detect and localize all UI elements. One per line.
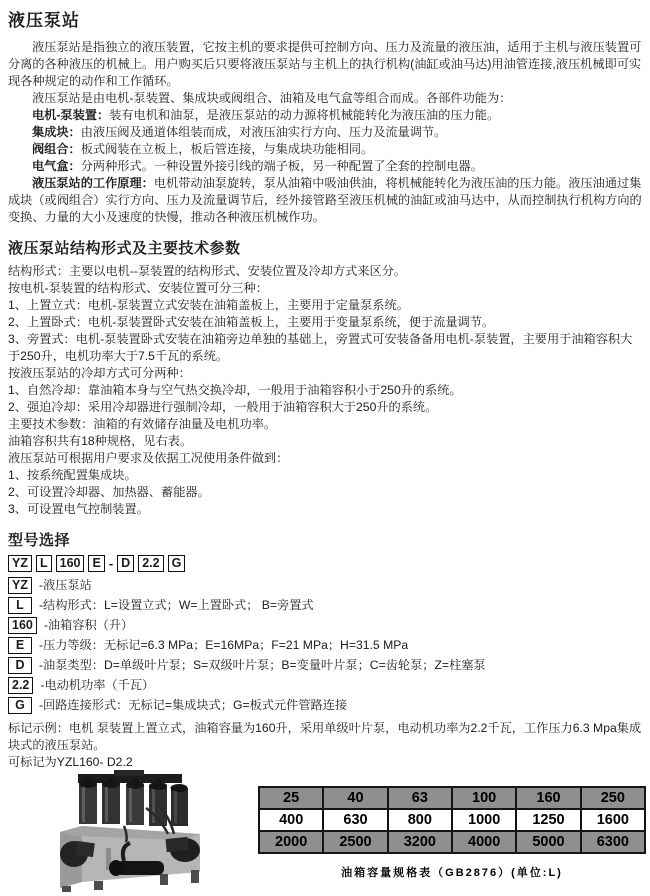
component-text: 由液压阀及通道体组装而成，对液压油实行方向、压力及流量调节。	[80, 125, 447, 139]
structure-line: 2、强迫冷却：采用冷却器进行强制冷却，一般用于油箱容积大于250升的系统。	[8, 400, 438, 414]
table-cell: 630	[323, 809, 387, 831]
marking-example: 标记示例：电机 泵装置上置立式，油箱容量为160升，采用单级叶片泵，电动机功率为2.2千瓦，工作压力6.3 Mpa集成块式的液压泵站。	[8, 721, 642, 752]
table-caption: 油箱容量规格表（GB2876）(单位:L)	[341, 867, 563, 879]
code-box: G	[8, 697, 32, 714]
structure-line: 2、可设置冷却器、加热器、蓄能器。	[8, 485, 210, 499]
model-code-segment-d: D	[117, 555, 134, 572]
code-box: YZ	[8, 577, 32, 594]
table-row	[259, 787, 645, 809]
table-cell: 250	[581, 787, 645, 809]
code-description: -油泵类型：D=单级叶片泵；S=双级叶片泵；B=变量叶片泵；C=齿轮泵；Z=柱塞泵	[39, 658, 486, 672]
table-row	[259, 831, 645, 853]
structure-line: 1、自然冷却：靠油箱本身与空气热交换冷却，一般用于油箱容积小于250升的系统。	[8, 383, 462, 397]
component-label: 阀组合：	[32, 142, 81, 156]
bottom-figure-area	[0, 766, 650, 896]
component-item-motor-pump	[8, 107, 642, 124]
component-label: 电气盒：	[32, 159, 81, 173]
code-box: D	[8, 657, 32, 674]
model-code-segment-e: E	[88, 555, 104, 572]
structure-line: 结构形式：主要以电机--泵装置的结构形式、安装位置及冷却方式来区分。	[8, 264, 407, 278]
table-cell: 800	[388, 809, 452, 831]
intro-paragraph-2: 液压泵站是由电机-泵装置、集成块或阀组合、油箱及电气盒等组合而成。各部件功能为：	[32, 91, 512, 105]
structure-line: 油箱容积共有18种规格，见右表。	[8, 434, 193, 448]
code-box: E	[8, 637, 32, 654]
component-text: 电机带动油泵旋转，泵从油箱中吸油供油，将机械能转化为液压油的压力能。液压油通过集成块（或阀组合）实行方向、压力及流量调节后，经外接管路至液压机械的油缸或油马达中，从而控制执行机构方向的变换、力量的大小及速度的快慢，推动各种液压机械作功。	[8, 176, 642, 224]
table-cell: 2500	[323, 831, 387, 853]
intro-paragraph-1: 液压泵站是指独立的液压装置，它按主机的要求提供可控制方向、压力及流量的液压油，适用于主机与液压装置可分离的各种液压的机械上。用户购买后只要将液压泵站与主机上的执行机构(油缸或油马达)用油管连接,液压机械即可实现各种规定的动作和工作循环。	[8, 40, 642, 88]
page-title: 液压泵站	[8, 11, 80, 30]
component-item-manifold	[8, 124, 642, 141]
table-cell: 5000	[516, 831, 580, 853]
component-label: 液压泵站的工作原理：	[32, 176, 154, 190]
code-legend-row-2-2	[8, 677, 642, 694]
table-row	[259, 809, 645, 831]
component-item-working-principle	[8, 175, 642, 226]
code-description: -回路连接形式：无标记=集成块式；G=板式元件管路连接	[39, 698, 348, 712]
table-cell: 1600	[581, 809, 645, 831]
code-description: -压力等级：无标记=6.3 MPa；E=16MPa；F=21 MPa；H=31.5 MPa	[39, 638, 409, 652]
code-legend-row-yz	[8, 577, 642, 594]
structure-line: 按电机-泵装置的结构形式、安装位置可分三种：	[8, 281, 268, 295]
component-text: 板式阀装在立板上，板后管连接，与集成块功能相同。	[80, 142, 374, 156]
model-code-segment-l: L	[36, 555, 52, 572]
structure-line: 按液压泵站的冷却方式可分两种：	[8, 366, 191, 380]
table-cell: 63	[388, 787, 452, 809]
model-code-line	[8, 555, 642, 572]
code-legend-row-d	[8, 657, 642, 674]
section-heading-structure: 液压泵站结构形式及主要技术参数	[8, 240, 241, 257]
code-description: -油箱容积（升）	[43, 618, 134, 632]
model-code-segment-yz: YZ	[8, 555, 32, 572]
table-cell: 6300	[581, 831, 645, 853]
code-description: -结构形式：L=设置立式；W=上置卧式； B=旁置式	[39, 598, 314, 612]
model-code-segment-2-2: 2.2	[138, 555, 163, 572]
marking-example-result: 可标记为YZL160- D2.2	[8, 755, 133, 769]
code-legend-row-l	[8, 597, 642, 614]
component-item-electric-box	[8, 158, 642, 175]
code-box: L	[8, 597, 32, 614]
structure-line: 主要技术参数：油箱的有效储存油量及电机功率。	[8, 417, 277, 431]
table-cell: 160	[516, 787, 580, 809]
model-code-segment-g: G	[168, 555, 186, 572]
structure-line: 3、旁置式：电机-泵装置卧式安装在油箱旁边单独的基础上，旁置式可安装备备用电机-泵装置，主要用于油箱容积大于250升，电机功率大于7.5千瓦的系统。	[8, 332, 633, 363]
structure-line: 1、上置立式：电机-泵装置立式安装在油箱盖板上，主要用于定量泵系统。	[8, 298, 409, 312]
component-text: 装有电机和油泵，是液压泵站的动力源将机械能转化为液压油的压力能。	[109, 108, 500, 122]
code-box: 2.2	[8, 677, 33, 694]
table-cell: 400	[259, 809, 323, 831]
table-cell: 1000	[452, 809, 516, 831]
table-cell: 3200	[388, 831, 452, 853]
structure-line: 2、上置卧式：电机-泵装置卧式安装在油箱盖板上，主要用于变量泵系统，便于流量调节。	[8, 315, 495, 329]
component-label: 集成块：	[32, 125, 81, 139]
section-heading-model-selection: 型号选择	[8, 532, 71, 549]
model-code-dash: -	[108, 556, 114, 571]
tank-capacity-table	[258, 786, 646, 854]
tank-capacity-table-wrap	[258, 786, 646, 880]
component-item-valve-combo	[8, 141, 642, 158]
code-box: 160	[8, 617, 37, 634]
table-cell: 1250	[516, 809, 580, 831]
pump-station-photo	[54, 768, 206, 892]
code-legend-row-e	[8, 637, 642, 654]
structure-line: 1、按系统配置集成块。	[8, 468, 137, 482]
structure-line: 液压泵站可根据用户要求及依据工况使用条件做到：	[8, 451, 289, 465]
table-cell: 2000	[259, 831, 323, 853]
table-cell: 40	[323, 787, 387, 809]
component-text: 分两种形式。一种设置外接引线的端子板，另一种配置了全套的控制电器。	[80, 159, 483, 173]
table-cell: 100	[452, 787, 516, 809]
code-description: -电动机功率（千瓦）	[40, 678, 155, 692]
code-legend-row-g	[8, 697, 642, 714]
code-legend-row-160	[8, 617, 642, 634]
code-description: -液压泵站	[39, 578, 92, 592]
structure-line: 3、可设置电气控制装置。	[8, 502, 149, 516]
model-code-segment-160: 160	[56, 555, 85, 572]
component-label: 电机-泵装置：	[32, 108, 110, 122]
table-cell: 4000	[452, 831, 516, 853]
table-cell: 25	[259, 787, 323, 809]
